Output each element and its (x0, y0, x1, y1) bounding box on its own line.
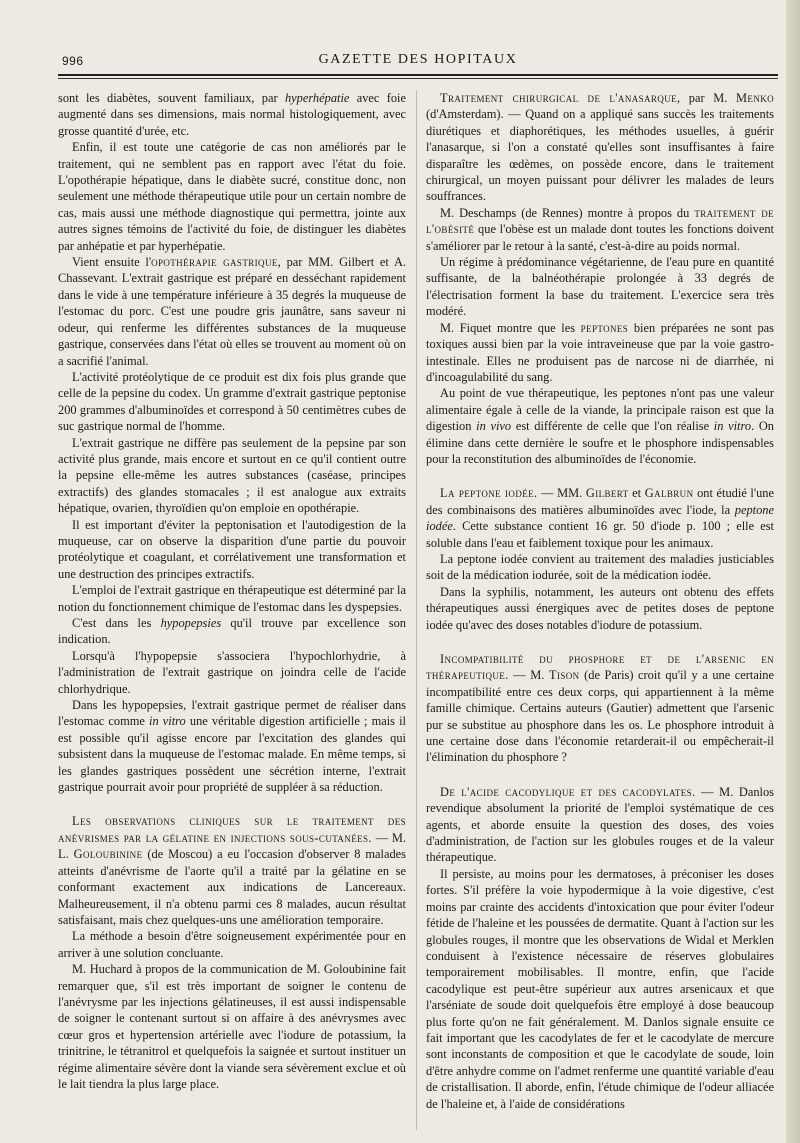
paragraph-text: Un régime à prédominance végétarienne, de l'eau pure en quantité suffisante, de la balnéothérapie prolongée à 33 degrés de l'électrisation forment la base du traitement. L'exercice sera très modéré. (426, 255, 774, 319)
body-paragraph (58, 615, 406, 648)
paragraph-text: avec foie augmenté dans ses dimensions, mais normal histologiquement, avec grosse quantité d'urée, etc. (58, 91, 406, 138)
paragraph-text: et (628, 486, 645, 501)
paragraph-text: (d'Amsterdam). — Quand on a appliqué sans succès les traitements diurétiques et diaphorétiques, les méthodes usuelles, à guérir l'anasarque, si l'on a constaté qu'elles sont insuffisantes à faire disparaître les œdèmes, on possède encore, dans le traitement chirurgical, un moyen puissant pour délivrer les malades de leurs souffrances. (426, 107, 774, 204)
paragraph-text: — M. L. (58, 830, 406, 862)
paragraph-text: C'est dans les (72, 616, 161, 630)
paragraph-text: une véritable digestion artificielle ; mais il est possible qu'il agisse encore par l'excitation des glandes qui subsistent dans la muqueuse de l'estomac malade. En même temps, si les glandes gastriques possèdent une sécrétion interne, l'extrait gastrique pourrait avoir pour propriété de suppléer à sa réduction. (58, 714, 406, 795)
paragraph-text: . On élimine dans cette dernière le soufre et le phosphore indispensables pour la reconstitution des albuminoïdes de l'économie. (426, 419, 775, 466)
paragraph-text: Vient ensuite l' (72, 255, 152, 270)
paragraph-text: Dans les hypopepsies, l'extrait gastrique permet de réaliser dans l'estomac comme (58, 698, 406, 729)
paragraph-text: — M. Danlos revendique absolument la priorité de l'emploi systématique de ces agents, et aborde ensuite la question des doses, des voies d'administration, de l'action sur les globules rouges et de la valeur thérapeutique. (426, 784, 774, 865)
small-caps-heading-text: Menko (736, 91, 775, 105)
body-paragraph (426, 866, 774, 1112)
small-caps-heading-text: Gilbert (585, 486, 629, 501)
paragraph-text: Enfin, il est toute une catégorie de cas non améliorés par le traitement, qui ne semblent pas en rapport avec l'état du foie. L'opothérapie hépatique, dans le diabète sucré, constitue donc, non seulement une méthode thérapeutique utile pour un certain nombre de cas, mais aussi une méthode diagnostique qui permettra, jointe aux autres signes témoins de l'activité du foie, de distinguer les diabètes par anhépatie et par hyperhépatie. (58, 140, 406, 253)
left-column (58, 90, 406, 1092)
section-paragraph (426, 651, 774, 766)
body-paragraph (58, 139, 406, 254)
paragraph-text: Lorsqu'à l'hypopepsie s'associera l'hypochlorhydrie, à l'administration de l'extrait gastrique on joindra celle de l'acide chlorhydrique. (58, 648, 406, 696)
body-paragraph (58, 435, 406, 517)
section-paragraph (426, 90, 774, 205)
body-paragraph (58, 961, 406, 1092)
small-caps-heading-text: Galbrun (644, 486, 694, 501)
paragraph-text: sont les diabètes, souvent familiaux, par (58, 91, 285, 105)
paragraph-text: (de Moscou) a eu l'occasion d'observer 8 malades atteints d'anévrisme de l'aorte qu'il a traité par la gélatine en se conformant exactement aux indications de Lancereaux. Malheureusement, il n'a obtenu parmi ces 8 malades, aucun résultat satisfaisant, mais chez quelques-uns une amélioration temporaire. (58, 847, 406, 927)
italic-text: peptone iodée (426, 502, 774, 534)
small-caps-heading-text: Goloubinine (73, 847, 143, 862)
body-paragraph (58, 928, 406, 961)
paragraph-text: , par MM. Gilbert et A. Chassevant. L'extrait gastrique est préparé en desséchant rapidement dans le vide à une température inférieure à 35 degrés la muqueuse de l'estomac du porc. C'est une poudre gris jaunâtre, sans saveur ni odeur, qui renferme les différentes substances de la muqueuse gastrique, conservées dans l'état où elles se trouvent au moment où on a sacrifié l'animal. (58, 255, 406, 368)
paragraph-text: L'activité protéolytique de ce produit est dix fois plus grande que celle de la pepsine du codex. Un gramme d'extrait gastrique peptonise 200 grammes d'albuminoïdes et correspond à 50 centimètres cubes de suc gastrique normal de l'homme. (58, 369, 406, 434)
paragraph-text: qu'il trouve par excellence son indication. (58, 616, 406, 647)
paragraph-text: L'extrait gastrique ne diffère pas seulement de la pepsine par son activité plus grande, mais encore et surtout en ce qu'il contient outre la pepsine elle-même les autres substances (caséase, principes extractifs) des glandes stomacales ; il est analogue aux extraits hépatique, ovarien, thyroïdien qu'on emploie en opothérapie. (58, 435, 406, 516)
paragraph-text: Il est important d'éviter la peptonisation et l'autodigestion de la muqueuse, car on observe la disparition d'une partie du pouvoir protéolytique et coagulant, et corrélativement une transformation et une destruction des principes extractifs. (58, 517, 406, 581)
italic-text: hypopepsies (160, 616, 222, 630)
paragraph-text: ont étudié l'une des combinaisons des matières albuminoïdes avec l'iode, la (426, 486, 774, 517)
italic-text: in vitro (713, 419, 752, 434)
section-paragraph (58, 813, 406, 928)
paragraph-text: , par M. (677, 91, 736, 105)
paragraph-text: — M. (508, 668, 549, 683)
paragraph-text: . Cette substance contient 16 gr. 50 d'iode p. 100 ; elle est soluble dans l'eau et faiblement toxique pour les animaux. (426, 519, 774, 550)
body-paragraph (426, 385, 774, 467)
body-paragraph (426, 551, 774, 584)
body-paragraph (58, 254, 406, 369)
italic-text: in vitro (149, 714, 186, 729)
small-caps-heading-text: La peptone iodée. (440, 486, 538, 501)
header-rule-thick (58, 74, 778, 76)
paragraph-text: Dans la syphilis, notamment, les auteurs ont obtenu des effets thérapeutiques aussi énergiques avec de petites doses de peptone iodée qu'avec des doses notables d'iodure de potassium. (426, 584, 774, 632)
body-paragraph (58, 369, 406, 435)
body-paragraph (426, 254, 774, 320)
body-paragraph (58, 697, 406, 795)
paragraph-text: M. Deschamps (de Rennes) montre à propos du (440, 205, 695, 220)
section-paragraph (426, 784, 774, 866)
body-paragraph (58, 517, 406, 583)
small-caps-heading-text: traitement de l'obésité (426, 205, 774, 237)
body-paragraph (426, 320, 774, 386)
section-paragraph (426, 485, 774, 551)
italic-text: in vivo (476, 419, 512, 434)
page-header (58, 46, 778, 76)
paragraph-text: La peptone iodée convient au traitement des maladies justiciables soit de la médication iodurée, soit de la médication iodée. (426, 551, 774, 583)
small-caps-heading-text: Traitement chirurgical de l'anasarque (440, 91, 678, 105)
body-paragraph (426, 205, 774, 254)
paragraph-text: bien préparées ne sont pas toxiques aussi bien par la voie intraveineuse que par la voie gastro-intestinale. Elles ne produisent pas de narcose ni de diarrhée, ni d'incoagulabilité du sang. (426, 320, 774, 384)
paragraph-text: — MM. (537, 486, 586, 501)
small-caps-heading-text: Incompatibilité du phosphore et de l'arsenic en thérapeutique. (426, 652, 774, 683)
journal-title: GAZETTE DES HOPITAUX (318, 52, 518, 67)
body-paragraph (58, 648, 406, 697)
right-column (426, 90, 774, 1112)
paragraph-text: L'emploi de l'extrait gastrique en thérapeutique est déterminé par la notion du fonctionnement chimique de l'estomac dans les dyspepsies. (58, 583, 406, 614)
small-caps-heading-text: Tison (548, 668, 580, 683)
page-edge-shadow (786, 0, 800, 1143)
page-number: 996 (62, 54, 84, 68)
small-caps-heading-text: peptones (580, 320, 629, 335)
paragraph-text: que l'obèse est un malade dont toutes les fonctions doivent s'améliorer par le retour à la santé, c'est-à-dire au poids normal. (426, 222, 774, 253)
paragraph-text: est différente de celle que l'on réalise (511, 419, 714, 434)
small-caps-heading-text: opothérapie gastrique (151, 255, 278, 270)
paragraph-text: (de Paris) croit qu'il y a une certaine incompatibilité entre ces deux corps, qui appartiennent à la même famille chimique. Certains auteurs (Gautier) admettent que l'arsenic pur se substitue au phosphore dans les os. Le phosphore introduit à une certaine dose dans l'économie retarderait-il ou empêcherait-il l'élimination du phosphore ? (426, 668, 774, 765)
small-caps-heading-text: De l'acide cacodylique et des cacodylates. (440, 784, 696, 799)
paragraph-text: Au point de vue thérapeutique, les peptones n'ont pas une valeur alimentaire égale à celle de la viande, la principale raison est que la digestion (426, 386, 774, 434)
paragraph-text: Il persiste, au moins pour les dermatoses, à préconiser les doses fortes. S'il préfère la voie hypodermique à la voie digestive, c'est moins par crainte des accidents d'intoxication que pour éviter l'odeur fétide de l'haleine et les poussées de dermatite. Quant à l'action sur les globules rouges, il montre que les observations de Widal et Merklen conduisent à l'existence nécessaire de réserves globulaires temporairement mobilisables. Il montre, enfin, que l'acide cacodylique est peut-être supérieur aux autres arsenicaux et que l'arséniate de soude doit quelquefois être employé à dose beaucoup plus forte qu'on ne fait généralement. M. Danlos signale ensuite ce fait important que les cacodylates de fer et le cacodylate de mercure sont inconstants de composition et que le cacodylate de soude, loin d'être anhydre comme on l'admet renferme une quantité variable d'eau de cristallisation. Il aborde, enfin, l'étude chimique de l'odeur alliacée de l'haleine et, à l'aide de considérations (426, 866, 774, 1111)
body-paragraph (426, 584, 774, 633)
small-caps-heading-text: Les observations cliniques sur le traitement des anévrismes par la gélatine en injections sous-cutanées. (58, 814, 406, 845)
body-paragraph (58, 90, 406, 139)
header-rule-thin (58, 78, 778, 79)
body-paragraph (58, 582, 406, 615)
italic-text: hyperhépatie (284, 91, 350, 105)
paragraph-text: M. Fiquet montre que les (440, 320, 581, 335)
column-divider (416, 90, 417, 1130)
paragraph-text: La méthode a besoin d'être soigneusement expérimentée pour en arriver à une solution concluante. (58, 929, 406, 960)
paragraph-text: M. Huchard à propos de la communication de M. Goloubinine fait remarquer que, s'il est très important de soigner le contenu de l'anévrysme par les injections gélatineuses, il est aussi indispensable de soigner le contenant surtout si on affaire à des anévrysmes avec cœur gros et hypertension artérielle avec l'iodure de potassium, la trinitrine, le tétranitrol et quelquefois la saignée et surtout instituer un régime alimentaire sévère dont la viande sera sévèrement exclue et où le lait tiendra la plus large place. (58, 962, 406, 1091)
